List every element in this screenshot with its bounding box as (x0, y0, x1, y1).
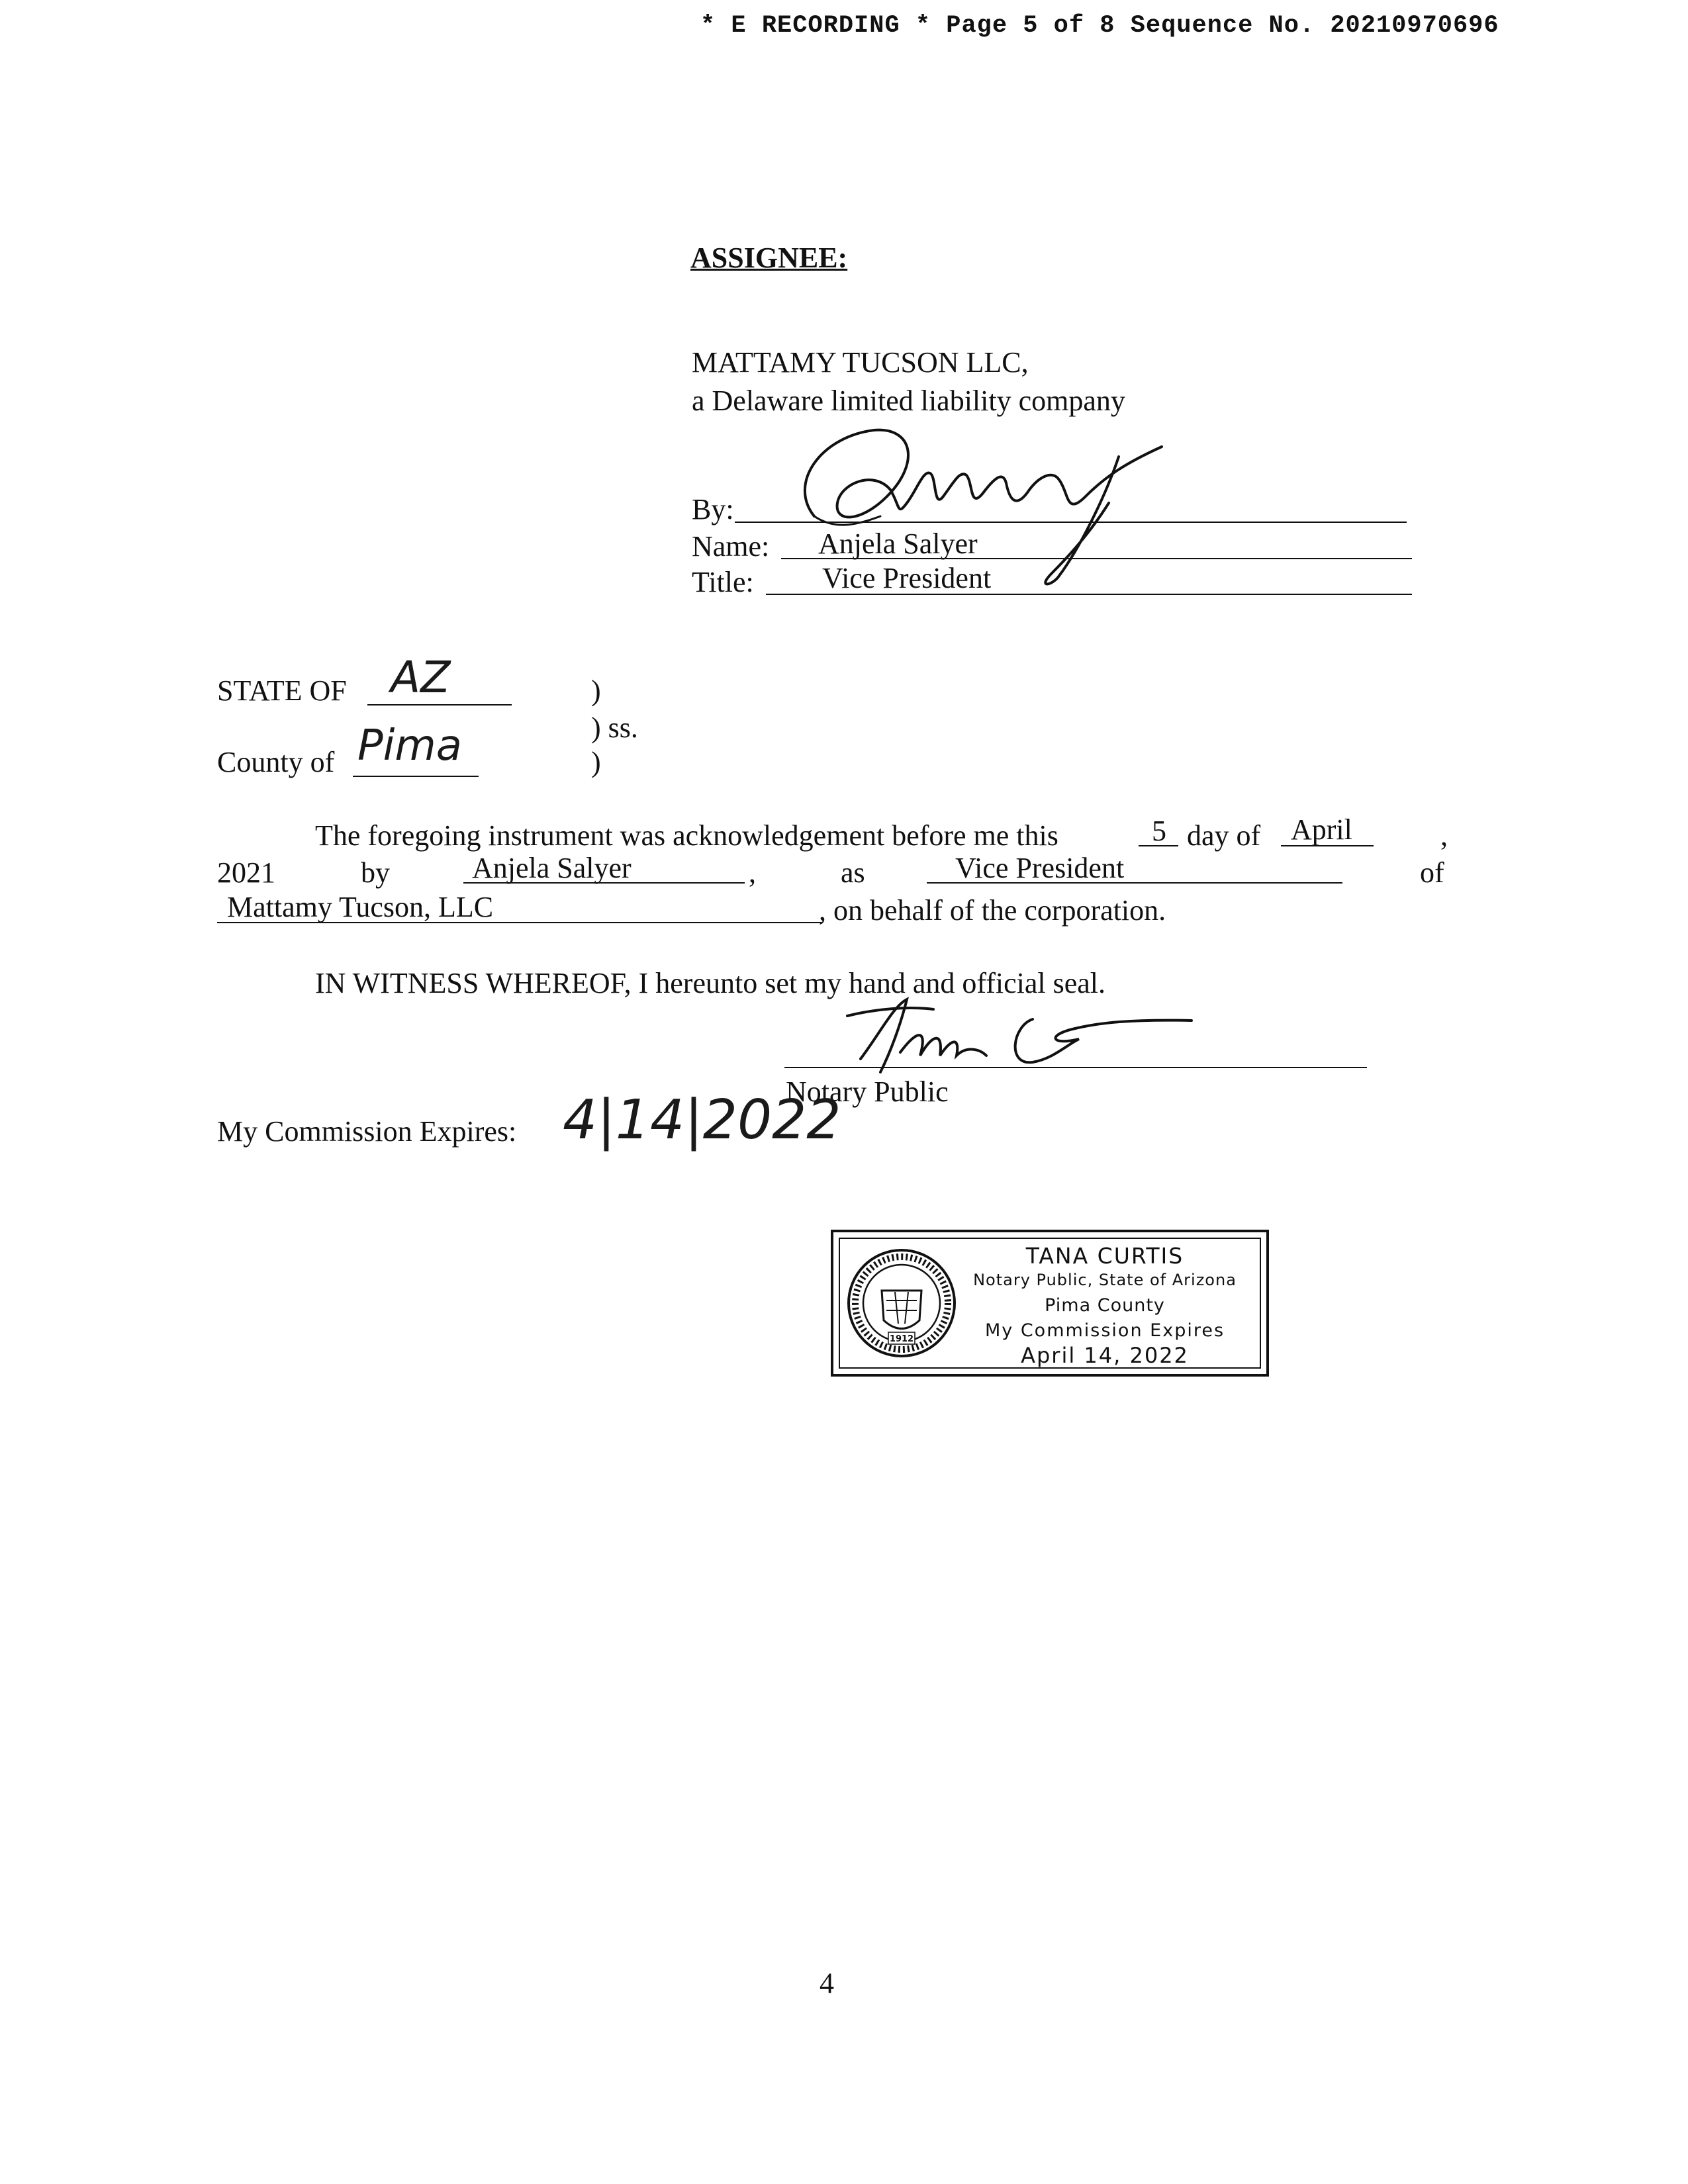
ack-comma: , (1440, 819, 1448, 852)
assignee-signature (774, 424, 1172, 596)
page-number: 4 (820, 1967, 834, 1999)
ack-signer-line (463, 882, 745, 884)
commission-label: My Commission Expires: (217, 1115, 517, 1148)
state-label: STATE OF (217, 674, 347, 707)
by-label: By: (692, 493, 734, 525)
company-description: a Delaware limited liability company (692, 385, 1125, 417)
assignee-heading: ASSIGNEE: (690, 242, 848, 274)
recording-header: * E RECORDING * Page 5 of 8 Sequence No. 20210970696 (700, 12, 1499, 40)
ack-day-line (1139, 845, 1178, 846)
ack-suffix: , on behalf of the corporation. (819, 894, 1166, 927)
ack-year: 2021 (217, 856, 275, 889)
ack-of-word: of (1420, 856, 1444, 889)
ack-month-line (1281, 845, 1374, 846)
venue-paren-1: ) (591, 674, 601, 707)
ack-month-value: April (1291, 813, 1352, 846)
seal-year: 1912 (889, 1334, 914, 1344)
state-value: AZ (391, 652, 451, 703)
county-line (353, 776, 479, 777)
ack-title-line (927, 882, 1342, 884)
notary-public-label: Notary Public (786, 1075, 949, 1108)
stamp-line2: Pima County (1045, 1295, 1165, 1316)
name-value: Anjela Salyer (818, 527, 978, 560)
ack-signer-name: Anjela Salyer (472, 852, 632, 884)
stamp-line3: My Commission Expires (984, 1320, 1225, 1341)
notary-signature-line (784, 1067, 1367, 1068)
stamp-line1: Notary Public, State of Arizona (973, 1271, 1237, 1289)
ack-as-word: as (841, 856, 865, 889)
county-value: Pima (357, 721, 462, 770)
stamp-notary-name: TANA CURTIS (1025, 1243, 1184, 1269)
notary-signature (834, 993, 1205, 1079)
notary-stamp (831, 1230, 1269, 1377)
title-label: Title: (692, 566, 754, 598)
venue-paren-2: ) ss. (591, 711, 638, 744)
venue-paren-3: ) (591, 746, 601, 778)
title-value: Vice President (822, 562, 992, 594)
ack-company-line (217, 922, 822, 923)
state-line (367, 704, 512, 705)
ack-comma2: , (749, 856, 756, 889)
witness-text: IN WITNESS WHEREOF, I hereunto set my hand and official seal. (315, 967, 1106, 999)
ack-company: Mattamy Tucson, LLC (227, 891, 494, 923)
ack-signer-title: Vice President (955, 852, 1125, 884)
county-label: County of (217, 746, 335, 778)
company-name: MATTAMY TUCSON LLC, (692, 346, 1029, 379)
name-label: Name: (692, 530, 770, 563)
stamp-line4: April 14, 2022 (1021, 1343, 1189, 1368)
ack-line1-prefix: The foregoing instrument was acknowledgement before me this (315, 819, 1058, 852)
ack-by-word: by (361, 856, 390, 889)
ack-day-value: 5 (1152, 815, 1166, 847)
state-seal-icon (845, 1244, 958, 1362)
ack-day-of: day of (1187, 819, 1261, 852)
commission-value: 4|14|2022 (563, 1089, 841, 1152)
